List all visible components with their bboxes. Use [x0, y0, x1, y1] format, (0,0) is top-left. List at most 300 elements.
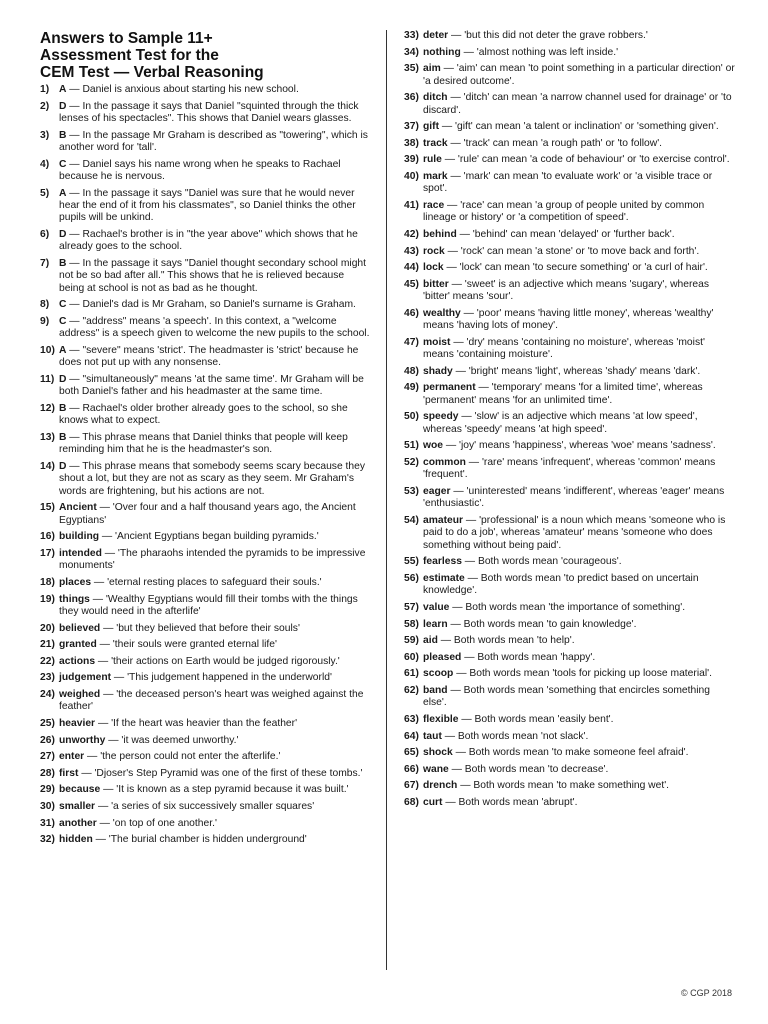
answer-explanation: — Both words mean 'to make someone feel afraid'.	[452, 747, 689, 759]
question-number: 7)	[40, 258, 50, 269]
question-number: 55)	[404, 556, 419, 568]
answer-key: flexible	[423, 713, 459, 725]
question-number: 26)	[40, 734, 55, 746]
answer-item	[404, 635, 736, 647]
answer-item	[40, 130, 370, 155]
question-number: 61)	[404, 668, 419, 680]
answer-explanation: — 'eternal resting places to safeguard their souls.'	[91, 577, 322, 588]
question-number: 6)	[40, 229, 50, 240]
answer-item	[404, 731, 736, 743]
answer-text	[423, 30, 736, 42]
answer-text	[423, 171, 736, 196]
answer-text	[423, 668, 736, 680]
answer-item	[404, 246, 736, 258]
answer-explanation: — 'their actions on Earth would be judged rigorously.'	[95, 655, 340, 667]
answer-item	[404, 652, 736, 664]
answer-text	[59, 374, 370, 399]
question-number: 2)	[40, 100, 50, 112]
answer-key: nothing	[423, 46, 461, 58]
question-number: 21)	[40, 639, 55, 651]
answer-explanation: — 'their souls were granted eternal life'	[96, 639, 277, 651]
answer-text	[423, 573, 736, 598]
answer-item	[404, 138, 736, 150]
answer-text	[423, 457, 736, 482]
answer-key: bitter	[423, 278, 449, 290]
question-number: 50)	[404, 411, 419, 423]
answer-item	[404, 382, 736, 407]
answer-explanation: — 'poor' means 'having little money', whereas 'wealthy' means 'having lots of money'.	[423, 307, 714, 332]
answer-item	[404, 262, 736, 274]
answer-key: shady	[423, 365, 453, 377]
answer-text	[423, 411, 736, 436]
answer-key: heavier	[59, 717, 96, 729]
answer-key: D	[59, 461, 67, 472]
answer-item	[404, 30, 736, 42]
answer-text	[59, 639, 370, 651]
answer-list-right	[404, 30, 736, 809]
question-number: 54)	[404, 514, 419, 526]
answer-key: scoop	[423, 668, 454, 680]
answer-explanation: — Both words mean 'abrupt'.	[442, 796, 578, 808]
question-number: 14)	[40, 461, 55, 472]
answer-explanation: — 'aim' can mean 'to point something in a particular direction' or 'a desired outcome'.	[423, 63, 735, 87]
answer-key: taut	[423, 730, 442, 742]
answer-item	[40, 258, 370, 295]
answer-explanation: — In the passage it says "Daniel thought secondary school might not be so bad after all." This shows that he is relieved because being at school is not as bad as he thought.	[59, 258, 367, 294]
answer-key: D	[59, 374, 67, 385]
question-number: 51)	[404, 440, 419, 452]
answer-key: granted	[59, 639, 97, 651]
answer-list-left	[40, 84, 370, 847]
answer-text	[59, 345, 370, 370]
answer-text	[423, 47, 736, 59]
answer-explanation: — Both words mean 'to help'.	[437, 635, 575, 647]
answer-item	[404, 714, 736, 726]
answer-item	[404, 457, 736, 482]
answer-text	[59, 577, 370, 589]
answer-explanation: — 'gift' can mean 'a talent or inclination' or 'something given'.	[439, 121, 719, 133]
answer-text	[423, 556, 736, 568]
question-number: 41)	[404, 199, 419, 211]
answer-key: believed	[59, 622, 101, 634]
question-number: 40)	[404, 170, 419, 182]
question-number: 47)	[404, 336, 419, 348]
answer-item	[40, 623, 370, 635]
answer-explanation: — In the passage it says "Daniel was sure that he would never hear the end of it from his classmates", so Daniel thinks the other pupils will be unkind.	[59, 187, 356, 224]
answer-text	[59, 159, 370, 184]
answer-item	[40, 159, 370, 184]
answer-explanation: — Both words mean 'to make something wet'.	[457, 780, 670, 792]
answer-key: mark	[423, 170, 448, 182]
answer-key: hidden	[59, 834, 93, 846]
answer-key: unworthy	[59, 734, 106, 746]
answer-explanation: — 'temporary' means 'for a limited time', whereas 'permanent' means 'for an unlimited time'.	[423, 382, 703, 406]
answer-key: band	[423, 684, 448, 696]
answer-key: wane	[423, 763, 449, 775]
answer-key: gift	[423, 121, 440, 133]
answer-explanation: — 'The pharaohs intended the pyramids to be impressive monuments'	[59, 548, 366, 572]
answer-item	[40, 229, 370, 254]
title-line: Assessment Test for the	[40, 47, 219, 64]
question-number: 37)	[404, 121, 419, 133]
answer-key: wealthy	[423, 307, 461, 319]
question-number: 36)	[404, 92, 419, 104]
answer-text	[59, 656, 370, 668]
answer-item	[404, 308, 736, 333]
question-number: 13)	[40, 432, 55, 443]
answer-explanation: — 'Over four and a half thousand years ago, the Ancient Egyptians'	[59, 502, 356, 526]
answer-explanation: — 'a series of six successively smaller squares'	[95, 800, 315, 812]
answer-key: A	[59, 187, 67, 199]
question-number: 11)	[40, 374, 55, 385]
question-number: 1)	[40, 84, 50, 95]
question-number: 17)	[40, 548, 55, 559]
answer-explanation: — 'joy' means 'happiness', whereas 'woe' means 'sadness'.	[443, 440, 716, 452]
answer-item	[404, 440, 736, 452]
answer-text	[59, 188, 370, 225]
answer-key: first	[59, 767, 79, 779]
answer-text	[59, 461, 370, 498]
answer-key: rock	[423, 245, 445, 257]
answer-item	[404, 780, 736, 792]
question-number: 64)	[404, 730, 419, 742]
answer-text	[423, 92, 736, 117]
answer-item	[404, 92, 736, 117]
answer-key: lock	[423, 262, 444, 274]
answer-explanation: — 'ditch' can mean 'a narrow channel used for drainage' or 'to discard'.	[423, 92, 732, 116]
answer-text	[59, 818, 370, 830]
answer-key: shock	[423, 747, 453, 759]
answer-explanation: — 'dry' means 'containing no moisture', whereas 'moist' means 'containing moisture'.	[423, 336, 705, 361]
answer-text	[59, 735, 370, 747]
answer-explanation: — 'uninterested' means 'indifferent', whereas 'eager' means 'enthusiastic'.	[423, 485, 725, 510]
answer-text	[59, 101, 370, 126]
answer-text	[423, 366, 736, 378]
answer-key: smaller	[59, 800, 96, 812]
question-number: 9)	[40, 316, 50, 327]
answer-explanation: — Rachael's brother is in "the year above" which shows that he already goes to the school.	[59, 229, 358, 253]
answer-explanation: — Both words mean 'not slack'.	[441, 730, 589, 742]
answer-key: drench	[423, 780, 458, 792]
answer-item	[40, 345, 370, 370]
answer-explanation: — 'almost nothing was left inside.'	[460, 46, 619, 58]
answer-explanation: — Both words mean 'easily bent'.	[458, 713, 614, 725]
question-number: 24)	[40, 688, 55, 700]
answer-text	[59, 751, 370, 763]
answer-text	[423, 229, 736, 241]
left-column	[40, 30, 370, 851]
question-number: 53)	[404, 485, 419, 497]
answer-item	[40, 101, 370, 126]
answer-item	[404, 229, 736, 241]
question-number: 12)	[40, 403, 55, 414]
answer-item	[404, 171, 736, 196]
answer-item	[40, 656, 370, 668]
answer-key: D	[59, 100, 67, 112]
answer-key: D	[59, 229, 67, 240]
answer-key: building	[59, 531, 100, 543]
answer-key: deter	[423, 30, 449, 41]
question-number: 38)	[404, 137, 419, 149]
question-number: 63)	[404, 713, 419, 725]
answer-explanation: — Daniel's dad is Mr Graham, so Daniel's surname is Graham.	[66, 299, 356, 311]
answer-text	[423, 602, 736, 614]
answer-key: amateur	[423, 514, 464, 526]
answer-item	[404, 411, 736, 436]
question-number: 30)	[40, 800, 55, 812]
answer-key: judgement	[59, 672, 112, 684]
answer-text	[59, 502, 370, 527]
answer-item	[40, 502, 370, 527]
answer-item	[40, 751, 370, 763]
answer-key: behind	[423, 228, 457, 240]
answer-explanation: — 'track' can mean 'a rough path' or 'to follow'.	[447, 137, 663, 149]
answer-explanation: — 'lock' can mean 'to secure something' or 'a curl of hair'.	[443, 262, 708, 274]
question-number: 52)	[404, 456, 419, 468]
question-number: 65)	[404, 747, 419, 759]
answer-text	[423, 308, 736, 333]
page-title	[40, 30, 370, 81]
answer-key: C	[59, 316, 67, 327]
question-number: 28)	[40, 767, 55, 779]
answer-explanation: — "severe" means 'strict'. The headmaster is 'strict' because he does not put up with any nonsense.	[59, 345, 359, 369]
answer-explanation: — Rachael's older brother already goes to the school, so she knows what to expect.	[59, 403, 348, 427]
answer-key: A	[59, 345, 67, 356]
answer-explanation: — 'but they believed that before their souls'	[100, 622, 300, 634]
answer-key: weighed	[59, 688, 101, 700]
answer-text	[423, 440, 736, 452]
answer-explanation: — 'the deceased person's heart was weighed against the feather'	[59, 688, 364, 713]
answer-text	[423, 246, 736, 258]
question-number: 18)	[40, 577, 55, 588]
answer-item	[404, 515, 736, 552]
answer-text	[59, 801, 370, 813]
question-number: 48)	[404, 365, 419, 377]
question-number: 8)	[40, 299, 50, 311]
answer-explanation: — 'Ancient Egyptians began building pyramids.'	[99, 531, 319, 543]
answer-item	[40, 818, 370, 830]
answer-item	[404, 668, 736, 680]
answer-text	[59, 623, 370, 635]
answer-text	[423, 635, 736, 647]
answer-text	[423, 764, 736, 776]
answer-key: speedy	[423, 411, 459, 423]
answer-item	[404, 619, 736, 631]
question-number: 68)	[404, 796, 419, 808]
answer-item	[404, 747, 736, 759]
answer-item	[404, 279, 736, 304]
answer-text	[59, 299, 370, 311]
answer-text	[423, 279, 736, 304]
answer-text	[59, 316, 370, 341]
answer-key: moist	[423, 336, 451, 348]
copyright-footer: © CGP 2018	[681, 988, 732, 998]
answer-key: enter	[59, 751, 85, 763]
answer-item	[40, 577, 370, 589]
column-divider	[386, 30, 387, 970]
answer-key: estimate	[423, 572, 465, 584]
question-number: 15)	[40, 502, 55, 514]
answer-text	[59, 531, 370, 543]
answer-explanation: — Both words mean 'courageous'.	[461, 556, 622, 568]
answer-item	[404, 200, 736, 225]
answer-item	[40, 672, 370, 684]
answer-item	[40, 548, 370, 573]
answer-key: C	[59, 299, 67, 311]
answer-text	[59, 768, 370, 780]
answer-explanation: — 'Djoser's Step Pyramid was one of the first of these tombs.'	[78, 767, 363, 779]
answer-item	[404, 63, 736, 88]
answer-item	[404, 154, 736, 166]
answer-key: things	[59, 593, 90, 605]
answer-text	[423, 200, 736, 225]
question-number: 59)	[404, 635, 419, 647]
question-number: 45)	[404, 278, 419, 290]
answer-key: B	[59, 403, 67, 414]
question-number: 16)	[40, 531, 55, 543]
answer-explanation: — 'rule' can mean 'a code of behaviour' or 'to exercise control'.	[441, 154, 730, 166]
answer-item	[404, 556, 736, 568]
answer-item	[40, 432, 370, 457]
question-number: 19)	[40, 593, 55, 605]
answer-text	[423, 382, 736, 407]
answer-text	[423, 714, 736, 726]
question-number: 32)	[40, 834, 55, 846]
answer-key: track	[423, 137, 448, 149]
answer-key: rule	[423, 154, 442, 166]
answer-explanation: — In the passage it says that Daniel "squinted through the thick lenses of his spectacles". This shows that Daniel wears glasses.	[59, 100, 359, 124]
question-number: 39)	[404, 154, 419, 166]
answer-text	[423, 515, 736, 552]
answer-key: B	[59, 258, 67, 269]
question-number: 57)	[404, 601, 419, 613]
answer-explanation: — 'Wealthy Egyptians would fill their tombs with the things they would need in the afterlife'	[59, 593, 358, 617]
answer-key: curt	[423, 796, 443, 808]
answer-explanation: — This phrase means that somebody seems scary because they shout a lot, but they are not as scary as they seem. Mr Graham's words are frightening, but his actions are not.	[59, 461, 366, 497]
answer-item	[40, 299, 370, 311]
answer-item	[40, 784, 370, 796]
answer-item	[40, 801, 370, 813]
answer-explanation: — 'race' can mean 'a group of people united by common lineage or history' or 'a competition of speed'.	[423, 199, 705, 224]
answer-text	[59, 229, 370, 254]
answer-item	[40, 403, 370, 428]
answer-explanation: — 'It is known as a step pyramid because it was built.'	[100, 784, 349, 796]
answer-explanation: — 'rock' can mean 'a stone' or 'to move back and forth'.	[444, 245, 700, 257]
answer-explanation: — Both words mean 'tools for picking up loose material'.	[453, 668, 712, 680]
question-number: 4)	[40, 158, 50, 170]
answer-item	[404, 337, 736, 362]
question-number: 35)	[404, 63, 419, 75]
answer-item	[40, 316, 370, 341]
answer-item	[404, 764, 736, 776]
answer-item	[40, 531, 370, 543]
answer-key: learn	[423, 618, 448, 630]
answer-key: C	[59, 158, 67, 170]
answer-item	[40, 768, 370, 780]
answer-key: fearless	[423, 556, 462, 568]
answer-explanation: — "address" means 'a speech'. In this context, a "welcome address" is a speech given to welcome the new pupils to the school.	[59, 316, 370, 340]
answer-explanation: — Both words mean 'to predict based on uncertain knowledge'.	[423, 572, 699, 597]
answer-text	[423, 780, 736, 792]
answer-explanation: — This phrase means that Daniel thinks that people will keep reminding him that he is the headmaster's son.	[59, 432, 348, 456]
question-number: 34)	[404, 46, 419, 58]
question-number: 44)	[404, 262, 419, 274]
question-number: 10)	[40, 345, 55, 356]
question-number: 31)	[40, 817, 55, 829]
answer-item	[404, 366, 736, 378]
question-number: 27)	[40, 751, 55, 763]
answer-key: ditch	[423, 92, 448, 104]
question-number: 20)	[40, 622, 55, 634]
answer-explanation: — Daniel is anxious about starting his new school.	[66, 84, 299, 95]
question-number: 66)	[404, 763, 419, 775]
answer-explanation: — 'rare' means 'infrequent', whereas 'common' means 'frequent'.	[423, 456, 716, 481]
answer-key: places	[59, 577, 92, 588]
answer-text	[423, 121, 736, 133]
question-number: 58)	[404, 618, 419, 630]
answer-key: woe	[423, 440, 444, 452]
question-number: 22)	[40, 655, 55, 667]
title-line: Answers to Sample 11+	[40, 30, 213, 47]
answer-text	[423, 747, 736, 759]
answer-explanation: — 'slow' is an adjective which means 'at low speed', whereas 'speedy' means 'at high speed'.	[423, 411, 698, 435]
answer-item	[404, 121, 736, 133]
answer-key: actions	[59, 655, 96, 667]
answer-item	[40, 84, 370, 96]
answer-key: value	[423, 601, 450, 613]
answer-key: eager	[423, 485, 451, 497]
answer-explanation: — 'The burial chamber is hidden underground'	[92, 834, 307, 846]
question-number: 62)	[404, 684, 419, 696]
answer-key: Ancient	[59, 502, 97, 514]
answer-explanation: — Both words mean 'something that encircles something else'.	[423, 684, 710, 709]
answer-item	[404, 602, 736, 614]
answer-text	[423, 685, 736, 710]
question-number: 67)	[404, 780, 419, 792]
answer-explanation: — 'sweet' is an adjective which means 'sugary', whereas 'bitter' means 'sour'.	[423, 278, 710, 303]
answer-explanation: — 'mark' can mean 'to evaluate work' or 'a visible trace or spot'.	[423, 170, 713, 195]
answer-text	[59, 130, 370, 155]
answer-key: A	[59, 84, 67, 95]
title-line: CEM Test — Verbal Reasoning	[40, 64, 264, 81]
answer-explanation: — 'If the heart was heavier than the feather'	[95, 717, 298, 729]
question-number: 29)	[40, 784, 55, 796]
answer-explanation: — 'bright' means 'light', whereas 'shady' means 'dark'.	[452, 365, 701, 377]
answer-key: intended	[59, 548, 102, 559]
answer-key: pleased	[423, 651, 462, 663]
answer-item	[40, 374, 370, 399]
answer-item	[40, 834, 370, 846]
answer-item	[404, 797, 736, 809]
answer-explanation: — Both words mean 'happy'.	[461, 651, 596, 663]
answer-item	[40, 461, 370, 498]
answer-explanation: — 'professional' is a noun which means 'someone who is paid to do a job', whereas 'amateur' means 'someone who does something without being paid'.	[423, 514, 726, 551]
question-number: 3)	[40, 129, 50, 141]
answer-explanation: — 'but this did not deter the grave robbers.'	[448, 30, 648, 41]
answer-text	[59, 403, 370, 428]
answer-item	[404, 47, 736, 59]
answer-key: because	[59, 784, 101, 796]
answer-text	[59, 258, 370, 295]
answer-explanation: — Both words mean 'the importance of something'.	[449, 601, 686, 613]
answer-item	[40, 639, 370, 651]
answer-text	[423, 486, 736, 511]
answer-item	[40, 735, 370, 747]
answer-key: common	[423, 456, 466, 468]
answer-explanation: — "simultaneously" means 'at the same time'. Mr Graham will be both Daniel's father and his headmaster at the same time.	[59, 374, 364, 398]
answer-text	[423, 337, 736, 362]
answer-text	[59, 594, 370, 619]
